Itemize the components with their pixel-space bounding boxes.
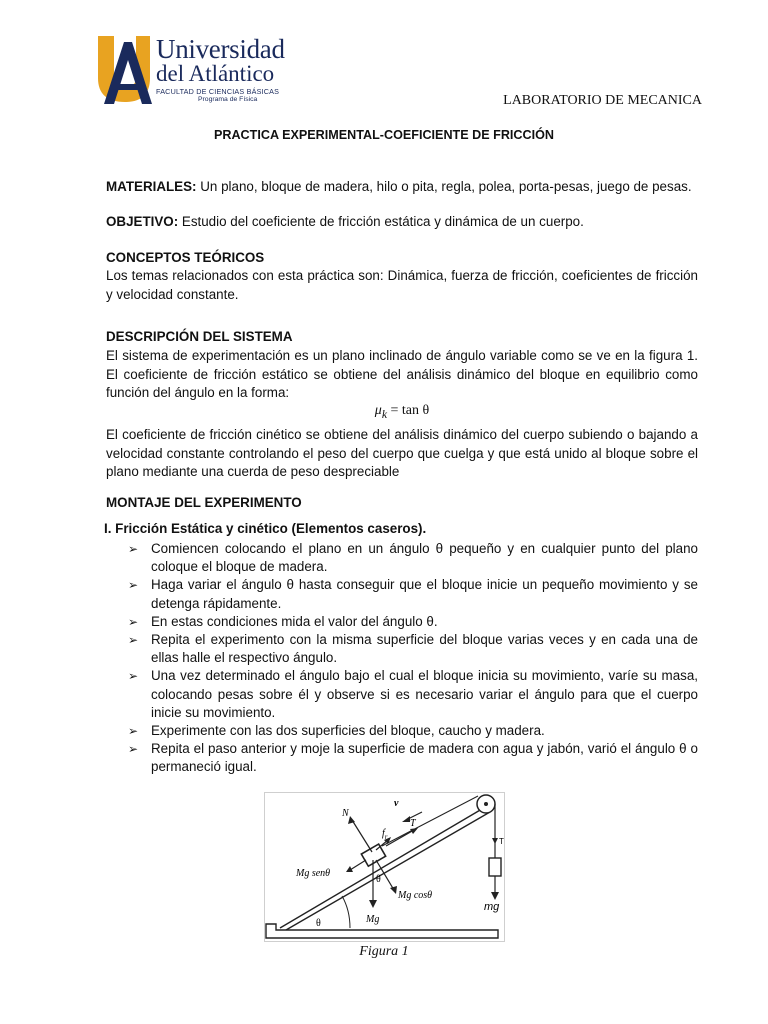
list-item: ➢ Repita el paso anterior y moje la superficie de madera con agua y jabón, varió el ángulo θ o permaneció igual. [128, 741, 698, 775]
equation-subscript: k [381, 407, 387, 421]
setup-subheading: I. Fricción Estática y cinético (Elementos caseros). [104, 521, 427, 536]
label-N: N [342, 808, 349, 819]
list-item: ➢ Una vez determinado el ángulo bajo el cual el bloque inicia su movimiento, varíe su masa, colocando pesas sobre él y observe si es necesario variar el ángulo para que el cuerpo inicie su movimiento. [128, 668, 698, 720]
arrow-bullet-icon: ➢ [128, 742, 139, 757]
concepts-heading: CONCEPTOS TEÓRICOS [106, 250, 265, 265]
label-mg-sen: Mg senθ [296, 868, 331, 879]
logo-program-text: Programa de Física [198, 96, 258, 103]
figure-caption: Figura 1 [359, 944, 409, 959]
arrow-bullet-icon: ➢ [128, 633, 139, 648]
list-item: ➢ En estas condiciones mida el valor del ángulo θ. [128, 613, 698, 631]
inclined-plane-figure [264, 792, 505, 942]
description-text-1: El sistema de experimentación es un plano inclinado de ángulo variable como se ve en la figura 1. El coeficiente de fricción estático se obtiene del análisis dinámico del bloque en equilibrio como función del ángulo en la forma: [106, 348, 698, 400]
arrow-bullet-icon: ➢ [128, 724, 139, 739]
arrow-bullet-icon: ➢ [128, 578, 139, 593]
label-theta-block: θ [376, 874, 381, 885]
list-item: ➢ Experimente con las dos superficies del bloque, caucho y madera. [128, 722, 698, 740]
list-item: ➢ Repita el experimento con la misma superficie del bloque varias veces y en cada una de ellas halle el respectivo ángulo. [128, 632, 698, 666]
setup-steps-list [128, 540, 698, 777]
university-logo [94, 32, 294, 108]
label-mg-cos: Mg cosθ [398, 890, 433, 901]
inclined-plane-diagram [264, 792, 505, 942]
ua-emblem-icon [94, 32, 156, 108]
objective-text: Estudio del coeficiente de fricción estática y dinámica de un cuerpo. [178, 214, 584, 229]
label-v: v [394, 798, 399, 809]
lab-title: LABORATORIO DE MECANICA [503, 93, 702, 108]
list-item: ➢ Haga variar el ángulo θ hasta conseguir que el bloque inicie un pequeño movimiento y se detenga rápidamente. [128, 577, 698, 611]
label-mg: mg [484, 901, 500, 913]
objective-paragraph [106, 213, 698, 232]
materials-text: Un plano, bloque de madera, hilo o pita, regla, polea, porta-pesas, juego de pesas. [196, 179, 692, 194]
logo-atlantico-text: del Atlántico [156, 61, 275, 86]
materials-label: MATERIALES: [106, 179, 197, 194]
hanging-mass [489, 858, 501, 876]
objective-label: OBJETIVO: [106, 214, 179, 229]
arrow-bullet-icon: ➢ [128, 669, 139, 684]
setup-heading: MONTAJE DEL EXPERIMENTO [106, 495, 302, 510]
label-fr: $f_r$ [382, 828, 388, 841]
label-theta-base: θ [316, 918, 321, 929]
arrow-bullet-icon: ➢ [128, 614, 139, 629]
equation-mu: μ [374, 403, 382, 418]
logo-university-text: Universidad [156, 34, 285, 64]
concepts-text: Los temas relacionados con esta práctica son: Dinámica, fuerza de fricción, coeficientes de fricción y velocidad constante. [106, 268, 698, 302]
friction-equation [106, 403, 698, 421]
description-text-2: El coeficiente de fricción cinético se obtiene del análisis dinámico del cuerpo subiendo o bajando a velocidad constante controlando el peso del cuerpo que cuelga y que está unido al bloque sobre el plano mediante una cuerda de peso despreciable [106, 427, 698, 479]
arrow-bullet-icon: ➢ [128, 542, 139, 556]
label-T2: T [499, 837, 504, 846]
label-Mg: Mg [366, 914, 380, 925]
equation-rhs: = tan θ [387, 403, 430, 418]
label-T: T [410, 818, 416, 829]
document-title: PRACTICA EXPERIMENTAL-COEFICIENTE DE FRICCIÓN [213, 128, 555, 142]
list-item: ➢ Comiencen colocando el plano en un ángulo θ pequeño y en cualquier punto del plano coloque el bloque de madera. [128, 541, 698, 575]
description-heading: DESCRIPCIÓN DEL SISTEMA [106, 329, 293, 344]
materials-paragraph [106, 178, 698, 197]
logo-faculty-text: FACULTAD DE CIENCIAS BÁSICAS [156, 87, 280, 96]
